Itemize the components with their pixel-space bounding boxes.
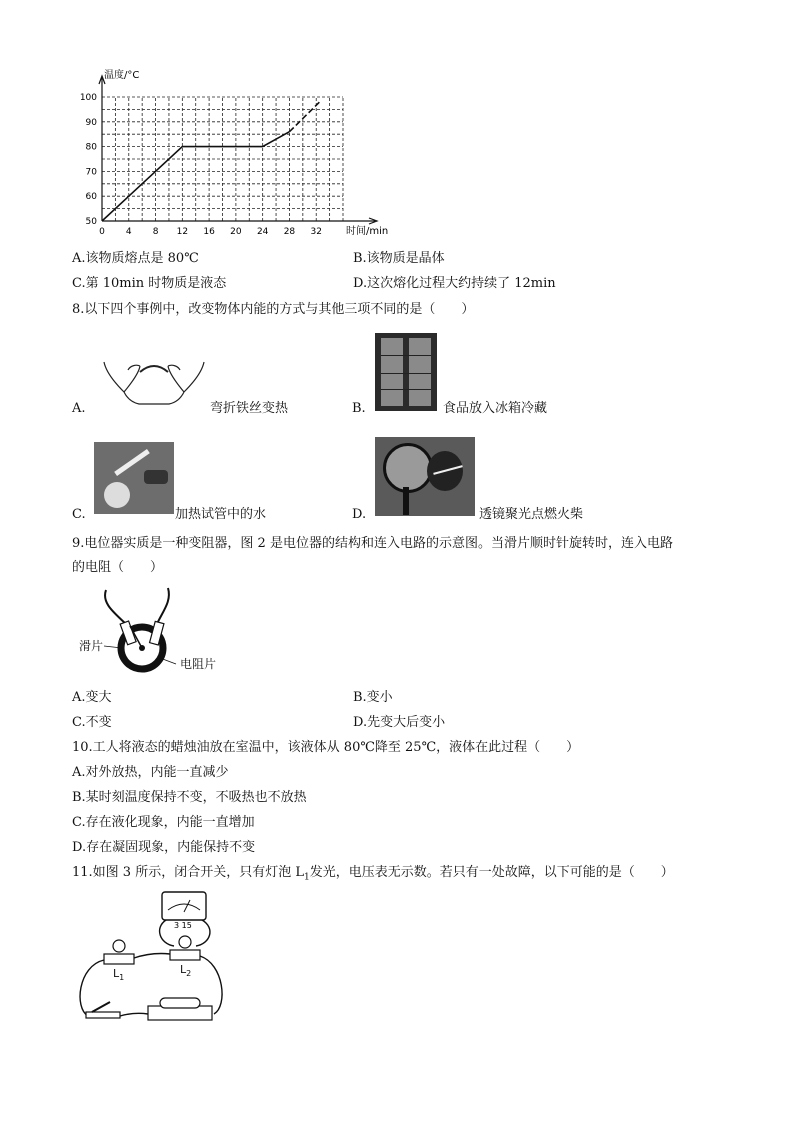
hands-bending-wire-image bbox=[94, 352, 214, 412]
label-slider: 滑片 bbox=[79, 639, 104, 653]
meter-terminals-label: 3 15 bbox=[174, 921, 192, 930]
label-l1 bbox=[113, 966, 124, 986]
x-tick-label: 4 bbox=[125, 227, 132, 237]
y-tick-label: 70 bbox=[85, 167, 97, 178]
q8-option-a-text: 弯折铁丝变热 bbox=[210, 401, 289, 416]
lens-focusing-light-image bbox=[375, 437, 475, 516]
q9-stem-line2: 的电阻（ ） bbox=[72, 560, 164, 575]
y-tick-label: 90 bbox=[85, 117, 97, 128]
q8-option-d-letter: D. bbox=[352, 507, 367, 522]
q10-option-c: C.存在液化现象，内能一直增加 bbox=[72, 815, 255, 830]
y-axis-label: 温度/°C bbox=[104, 70, 140, 81]
x-tick-label: 28 bbox=[283, 227, 296, 237]
q11-stem-sub: 1 bbox=[303, 872, 310, 883]
q10-option-b: B.某时刻温度保持不变，不吸热也不放热 bbox=[72, 790, 307, 805]
q10-stem: 10.工人将液态的蜡烛油放在室温中，该液体从 80℃降至 25℃，液体在此过程（ ） bbox=[72, 740, 580, 755]
q7-option-b: B.该物质是晶体 bbox=[353, 251, 445, 266]
q8-option-c-text: 加热试管中的水 bbox=[175, 507, 267, 522]
q7-option-d: D.这次熔化过程大约持续了 12min bbox=[353, 276, 556, 291]
q9-option-c: C.不变 bbox=[72, 715, 112, 730]
q11-stem-post: 发光，电压表无示数。若只有一处故障，以下可能的是（ ） bbox=[309, 865, 674, 880]
temperature-time-chart bbox=[70, 66, 400, 246]
label-l1-letter: L bbox=[113, 967, 120, 980]
x-tick-label: 32 bbox=[310, 227, 322, 237]
q8-option-a-letter: A. bbox=[72, 401, 86, 416]
chart-ticks bbox=[80, 93, 322, 237]
label-l2-sub: 2 bbox=[186, 969, 192, 979]
chart-series bbox=[102, 102, 320, 221]
q9-option-d: D.先变大后变小 bbox=[353, 715, 446, 730]
y-tick-label: 50 bbox=[85, 217, 97, 227]
chart-axes bbox=[99, 76, 377, 224]
q8-stem: 8.以下四个事例中，改变物体内能的方式与其他三项不同的是（ ） bbox=[72, 302, 475, 317]
y-tick-label: 60 bbox=[85, 192, 97, 203]
heating-test-tube-image bbox=[94, 442, 174, 514]
refrigerator-image bbox=[375, 333, 437, 411]
label-l2 bbox=[180, 962, 191, 982]
x-tick-label: 8 bbox=[152, 227, 159, 237]
label-resistor: 电阻片 bbox=[180, 657, 217, 671]
q8-option-b-letter: B. bbox=[352, 401, 366, 416]
q7-option-c: C.第 10min 时物质是液态 bbox=[72, 276, 227, 291]
q9-option-b: B.变小 bbox=[353, 690, 393, 705]
q8-option-b-text: 食品放入冰箱冷藏 bbox=[443, 401, 548, 416]
label-l2-letter: L bbox=[180, 963, 187, 976]
circuit-diagram bbox=[74, 888, 234, 1028]
x-tick-label: 16 bbox=[203, 227, 215, 237]
label-l1-sub: 1 bbox=[119, 973, 125, 983]
q8-option-c-letter: C. bbox=[72, 507, 86, 522]
q10-option-d: D.存在凝固现象，内能保持不变 bbox=[72, 840, 256, 855]
q11-stem bbox=[72, 865, 674, 886]
q10-option-a: A.对外放热，内能一直减少 bbox=[72, 765, 229, 780]
q7-option-a: A.该物质熔点是 80℃ bbox=[72, 251, 199, 266]
y-tick-label: 80 bbox=[85, 142, 97, 153]
x-tick-label: 0 bbox=[99, 227, 105, 237]
x-tick-label: 20 bbox=[230, 227, 242, 237]
q9-stem-line1: 9.电位器实质是一种变阻器，图 2 是电位器的结构和连入电路的示意图。当滑片顺时针旋转时，连入电路 bbox=[72, 536, 673, 551]
x-tick-label: 24 bbox=[256, 227, 269, 237]
x-axis-label: 时间/min bbox=[346, 226, 389, 237]
q9-option-a: A.变大 bbox=[72, 690, 112, 705]
q11-stem-pre: 11.如图 3 所示，闭合开关，只有灯泡 L bbox=[72, 865, 304, 880]
x-tick-label: 12 bbox=[176, 227, 189, 237]
y-tick-label: 100 bbox=[79, 93, 97, 103]
q8-option-d-text: 透镜聚光点燃火柴 bbox=[479, 507, 584, 522]
temperature-series-line bbox=[289, 102, 319, 132]
